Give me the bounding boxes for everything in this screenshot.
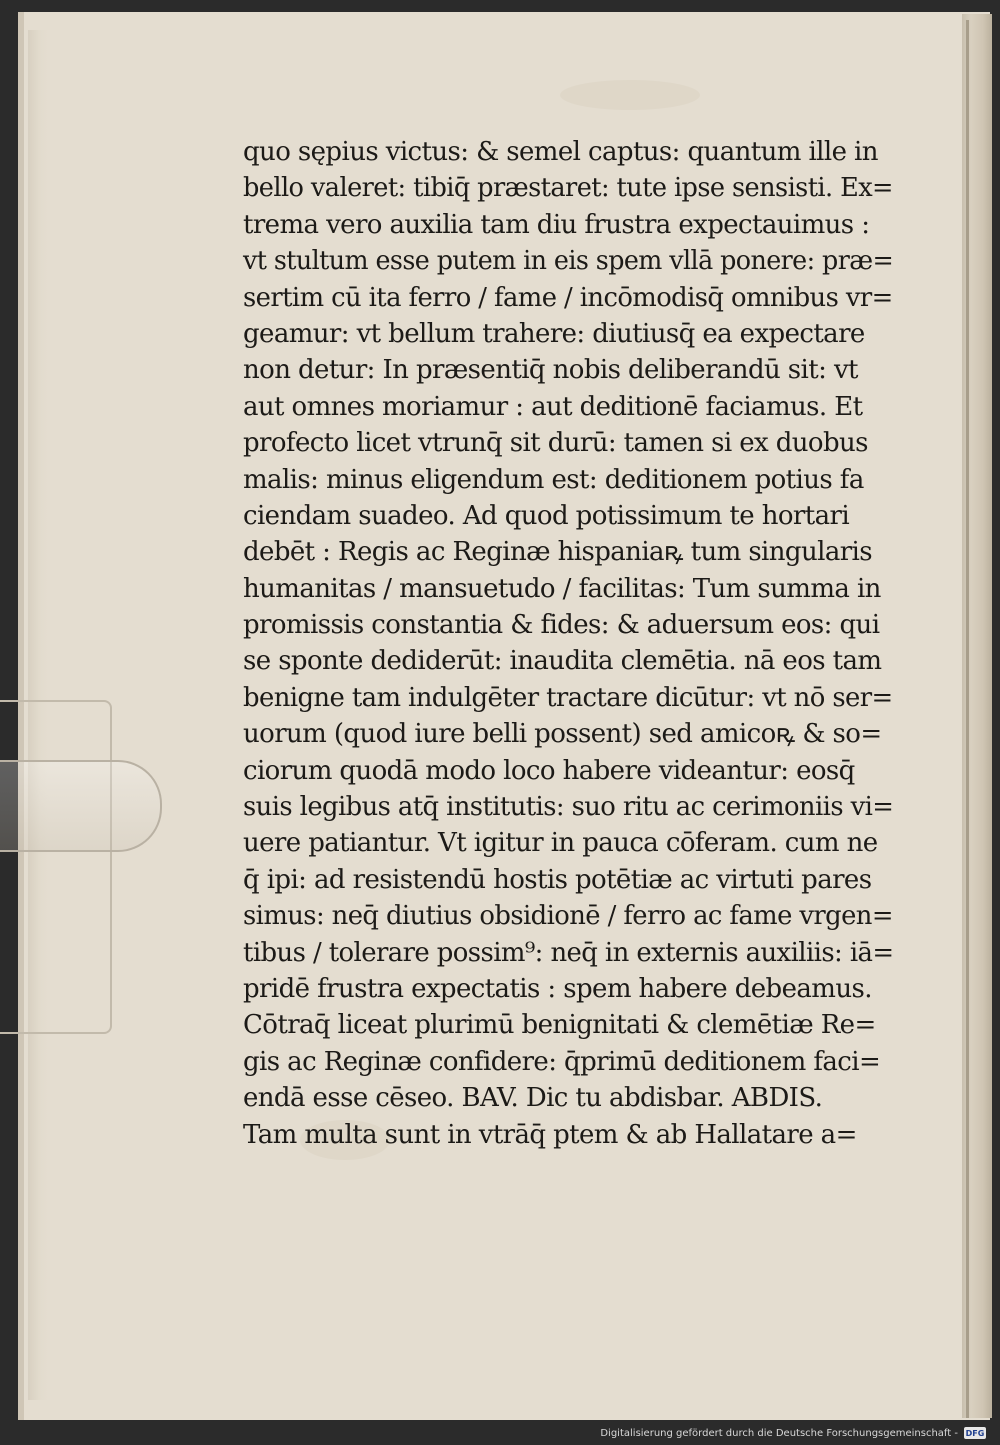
text-line: debēt : Regis ac Reginæ hispaniaꝶ tum singularis (243, 537, 873, 568)
text-line: uere patiantur. Vt igitur in pauca cōferam. cum ne (243, 828, 878, 859)
text-line: se sponte dediderūt: inaudita clemētia. nā eos tam (243, 646, 882, 677)
text-line: uorum (quod iure belli possent) sed amicoꝶ & so= (243, 719, 882, 750)
footer-credit-text: Digitalisierung gefördert durch die Deutsche Forschungsgemeinschaft - (600, 1427, 958, 1439)
text-line: bello valeret: tibiq̄ præstaret: tute ipse sensisti. Ex= (243, 173, 893, 204)
text-line: Tam multa sunt in vtrāq̄ ptem & ab Hallatare a= (243, 1119, 857, 1150)
text-line: humanitas / mansuetudo / facilitas: Tum summa in (243, 573, 881, 604)
text-line: gis ac Reginæ confidere: q̄primū deditionem faci= (243, 1046, 881, 1077)
page-edge-line (966, 20, 969, 1418)
text-line: vt stultum esse putem in eis spem vllā ponere: præ= (243, 246, 894, 277)
plastic-clip-outline (0, 700, 112, 1034)
text-line: geamur: vt bellum trahere: diutiusq̄ ea expectare (243, 318, 865, 349)
text-line: trema vero auxilia tam diu frustra expectauimus : (243, 209, 870, 240)
paper-stain (560, 80, 700, 110)
text-line: endā esse cēseo. BAV. Dic tu abdisbar. ABDIS. (243, 1083, 823, 1114)
text-line: promissis constantia & fides: & aduersum eos: qui (243, 610, 880, 641)
footer-credit (586, 1424, 986, 1442)
text-line: simus: neq̄ diutius obsidionē / ferro ac fame vrgen= (243, 901, 893, 932)
text-line: non detur: In præsentiq̄ nobis deliberandū sit: vt (243, 355, 858, 386)
text-line: suis legibus atq̄ institutis: suo ritu ac cerimoniis vi= (243, 792, 894, 823)
text-line: ciendam suadeo. Ad quod potissimum te hortari (243, 500, 850, 531)
text-line: aut omnes moriamur : aut deditionē faciamus. Et (243, 391, 863, 422)
text-line: sertim cū ita ferro / fame / incōmodisq̄ omnibus vr= (243, 282, 893, 313)
printed-text-block (243, 134, 893, 1153)
text-line: q̄ ipi: ad resistendū hostis potētiæ ac virtuti pares (243, 864, 872, 895)
text-line: Cōtraq̄ liceat plurimū benignitati & clemētiæ Re= (243, 1010, 876, 1041)
text-line: benigne tam indulgēter tractare dicūtur: vt nō ser= (243, 682, 893, 713)
text-line: quo sępius victus: & semel captus: quantum ille in (243, 137, 878, 167)
text-line: malis: minus eligendum est: deditionem potius fa (243, 464, 864, 495)
text-line: pridē frustra expectatis : spem habere debeamus. (243, 973, 872, 1004)
text-line: tibus / tolerare possim⁹: neq̄ in externis auxiliis: iā= (243, 937, 894, 968)
dfg-logo-icon: DFG (965, 1428, 985, 1438)
text-line: ciorum quodā modo loco habere videantur: eosq̄ (243, 755, 855, 786)
text-line: profecto licet vtrunq̄ sit durū: tamen si ex duobus (243, 428, 868, 459)
plastic-clip-tab (0, 760, 162, 852)
